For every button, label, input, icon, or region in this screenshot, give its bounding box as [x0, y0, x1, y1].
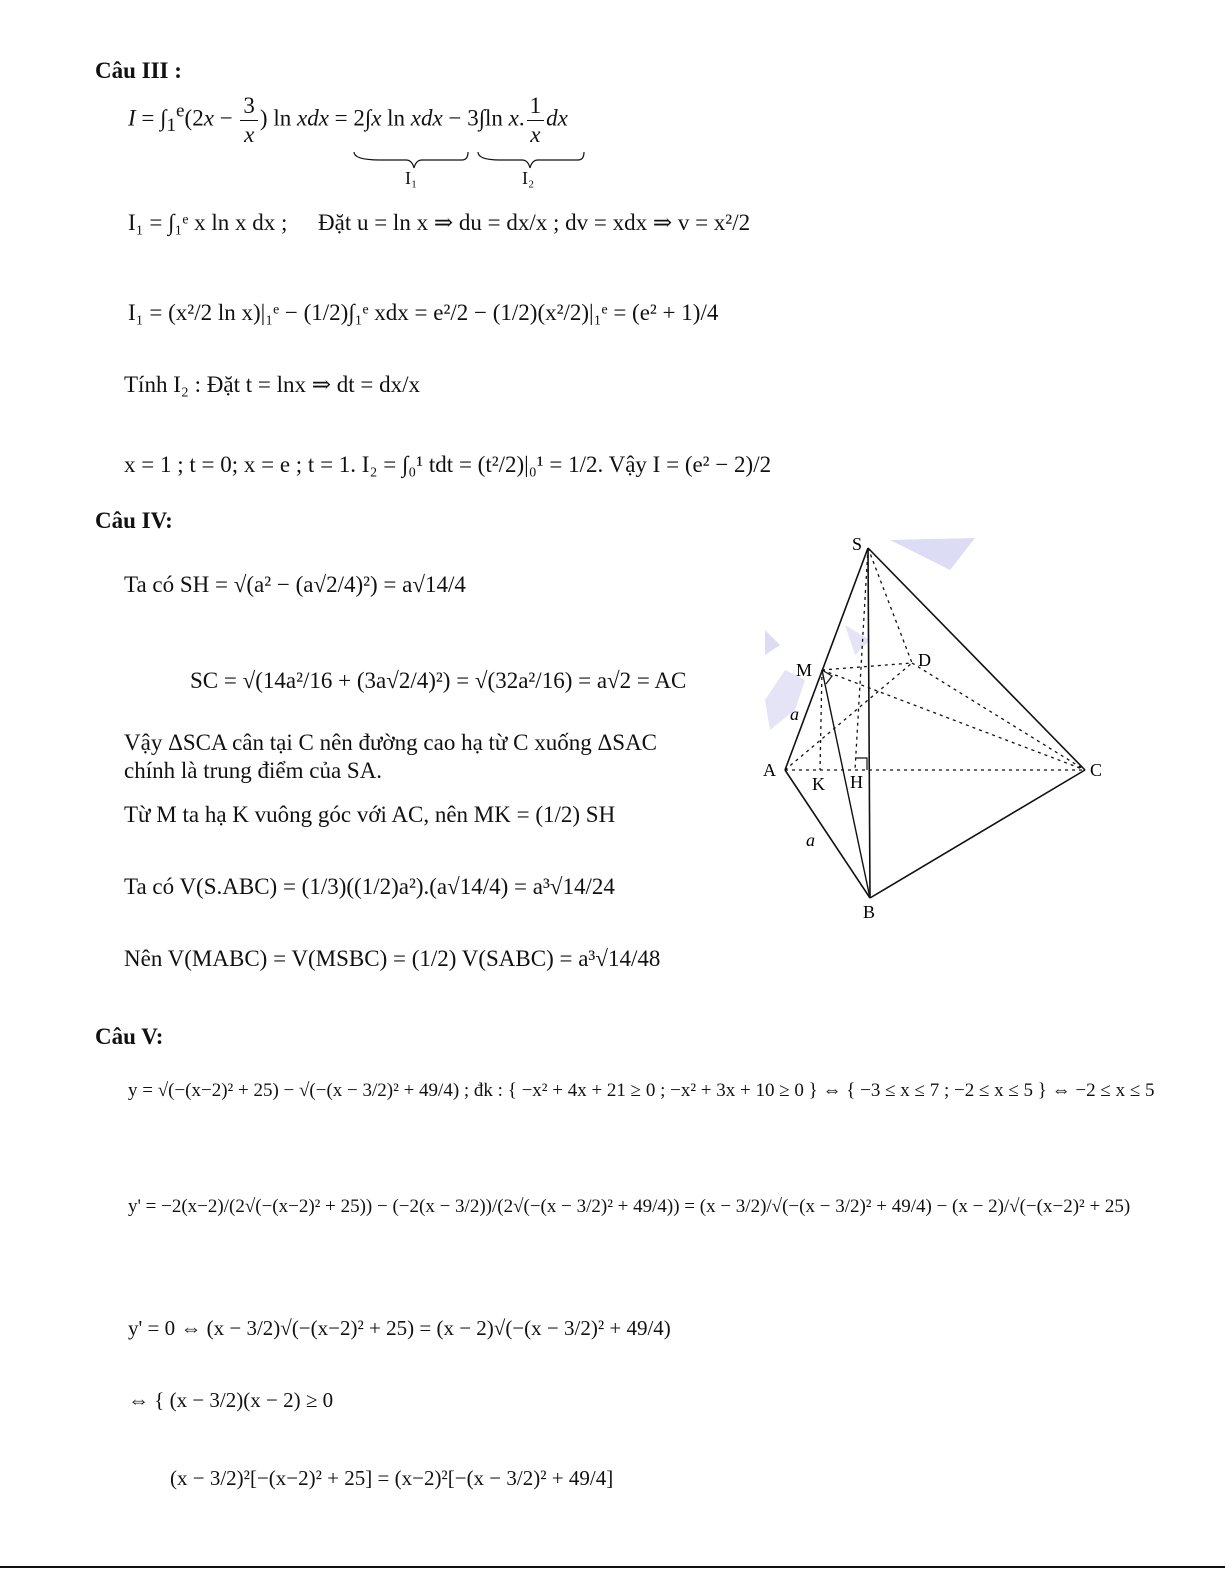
label-A: A [763, 760, 776, 780]
page-bottom-rule [0, 1566, 1225, 1568]
label-M: M [796, 660, 813, 680]
cau4-line5: Ta có V(S.ABC) = (1/3)((1/2)a²).(a√14/4) = a³√14/24 [124, 874, 615, 899]
cau4-line6: Nên V(MABC) = V(MSBC) = (1/2) V(SABC) = a³√14/48 [124, 946, 661, 971]
label-D: D [918, 650, 931, 670]
cau3-line2-left: I₁ = ∫₁ᵉ x ln x dx ; [128, 210, 288, 235]
label-B: B [863, 902, 876, 922]
cau3-line5: x = 1 ; t = 0; x = e ; t = 1. I₂ = ∫₀¹ tdt = (t²/2)|₀¹ = 1/2. Vậy I = (e² − 2)/2 [124, 452, 772, 477]
label-C: C [1090, 760, 1103, 780]
cau3-line3: I₁ = (x²/2 ln x)|₁ᵉ − (1/2)∫₁ᵉ xdx = e²/2 − (1/2)(x²/2)|₁ᵉ = (e² + 1)/4 [128, 300, 719, 325]
heading-cau-5: Câu V: [95, 1024, 164, 1049]
cau4-line4: Từ M ta hạ K vuông góc với AC, nên MK = (1/2) SH [124, 802, 616, 827]
label-S: S [852, 534, 863, 554]
cau5-line1: y = √(−(x−2)² + 25) − √(−(x − 3/2)² + 49/4) ; đk : { −x² + 4x + 21 ≥ 0 ; −x² + 3x + 10 ≥ 0 } ⇔ { −3 ≤ x ≤ 7 ; −2 ≤ x ≤ 5 } ⇔ −2 ≤ x ≤ 5 [128, 1080, 1155, 1101]
cau4-line2: SC = √(14a²/16 + (3a√2/4)²) = √(32a²/16) = a√2 = AC [190, 668, 687, 693]
cau5-line4a: ⇔ { (x − 3/2)(x − 2) ≥ 0 [128, 1388, 334, 1412]
cau4-line3a: Vậy ΔSCA cân tại C nên đường cao hạ từ C xuống ΔSAC [124, 730, 658, 755]
label-H: H [850, 772, 863, 792]
cau5-line2: y' = −2(x−2)/(2√(−(x−2)² + 25)) − (−2(x − 3/2))/(2√(−(x − 3/2)² + 49/4)) = (x − 3/2)/√(−(x − 3/2)² + 49/4) − (x − 2)/√(−(x−2)² + 25) [128, 1196, 1131, 1217]
cau5-line3: y' = 0 ⇔ (x − 3/2)√(−(x−2)² + 25) = (x − 2)√(−(x − 3/2)² + 49/4) [128, 1316, 671, 1340]
cau3-line1: $I = \int_1^e(2x$ − $\frac{3}{x}$ ) ln xdx = 2∫x ln xdx − 3∫ln x. $\frac{1}{x}$ dx [128, 93, 568, 147]
watermark-shape [890, 538, 975, 570]
label-K: K [812, 774, 825, 794]
cau4-line1: Ta có SH = √(a² − (a√2/4)²) = a√14/4 [124, 572, 466, 597]
watermark-shape [765, 630, 780, 655]
pyramid-figure [760, 530, 1120, 930]
heading-cau-4: Câu IV: [95, 508, 173, 533]
brace-label-2: I₂ [522, 168, 535, 188]
heading-cau-3: Câu III : [95, 58, 182, 83]
brace-label-1: I₁ [405, 168, 418, 188]
cau3-line4: Tính I₂ : Đặt t = lnx ⇒ dt = dx/x [124, 372, 420, 397]
underbraces [350, 150, 590, 170]
cau4-line3b: chính là trung điểm của SA. [124, 758, 383, 783]
cau3-line2-right: Đặt u = ln x ⇒ du = dx/x ; dv = xdx ⇒ v = x²/2 [318, 210, 751, 235]
label-a-2: a [806, 830, 815, 850]
cau5-line4b: (x − 3/2)²[−(x−2)² + 25] = (x−2)²[−(x − 3/2)² + 49/4] [170, 1466, 614, 1490]
label-a-1: a [790, 704, 799, 724]
watermark-shape [845, 625, 870, 655]
